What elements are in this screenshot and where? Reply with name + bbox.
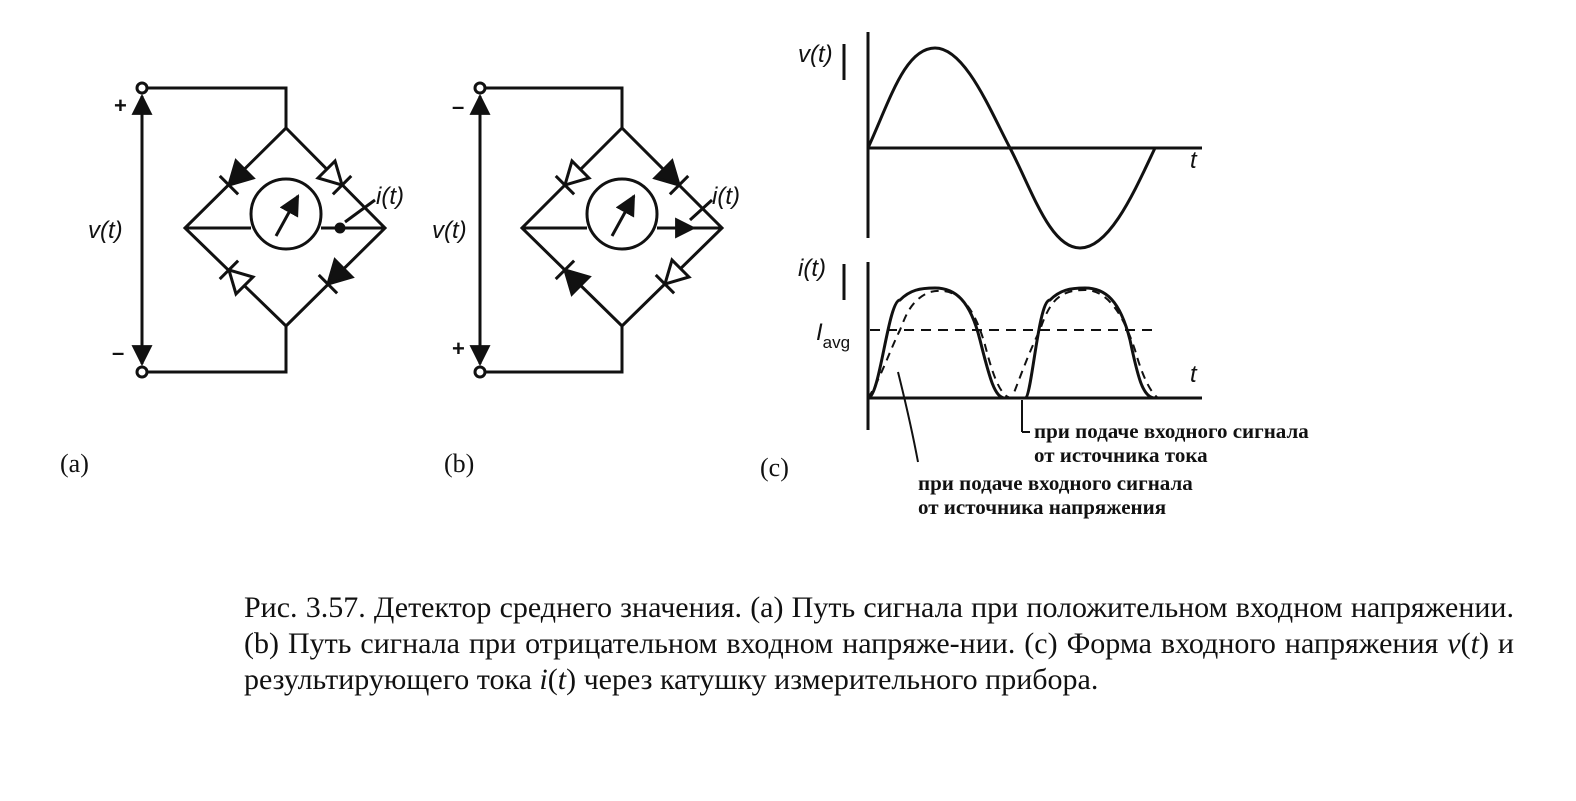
note-current-source-line1: при подаче входного сигнала bbox=[1034, 419, 1309, 443]
caption-open2: ( bbox=[547, 663, 558, 696]
voltage-graph bbox=[844, 32, 1202, 248]
wire-top-b bbox=[485, 88, 622, 128]
meter-a bbox=[251, 179, 321, 249]
circuit-b bbox=[475, 83, 722, 377]
caption-part3: через катушку измерительного прибора. bbox=[576, 663, 1099, 696]
note-current-source-line2: от источника тока bbox=[1034, 443, 1208, 467]
caption-close2: ) bbox=[566, 663, 577, 696]
i-pointer-b bbox=[690, 200, 712, 220]
terminal-bottom-a bbox=[137, 367, 147, 377]
terminal-top-a bbox=[137, 83, 147, 93]
iavg-main: I bbox=[816, 319, 823, 346]
wire-bottom-b bbox=[485, 326, 622, 372]
note-voltage-source-line1: при подаче входного сигнала bbox=[918, 471, 1193, 495]
terminal-bottom-b bbox=[475, 367, 485, 377]
plus-sign-b: + bbox=[452, 336, 465, 361]
i-label-b: i(t) bbox=[712, 183, 740, 210]
t-label-current: t bbox=[1190, 361, 1197, 388]
iavg-sub: avg bbox=[822, 333, 851, 352]
note-voltage-source-line2: от источника напряжения bbox=[918, 495, 1167, 519]
caption-part2: и результирующего тока bbox=[244, 627, 1514, 696]
t-label-voltage: t bbox=[1190, 147, 1197, 174]
caption-close1: ) bbox=[1478, 627, 1489, 660]
current-current-source-curve bbox=[868, 290, 1158, 398]
panel-label-c: (c) bbox=[760, 453, 789, 482]
plus-sign-a: + bbox=[114, 93, 127, 118]
figure-caption bbox=[244, 590, 1514, 698]
panel-label-a: (a) bbox=[60, 449, 89, 478]
pointer-voltage-note bbox=[898, 372, 918, 462]
current-voltage-source-curve bbox=[868, 288, 1155, 398]
caption-part1: Рис. 3.57. Детектор среднего значения. (a) Путь сигнала при положительном входном напряжении. (b) Путь сигнала при отрицательном входном напряже-нии. (c) Форма входного напряжения bbox=[244, 591, 1514, 660]
terminal-top-b bbox=[475, 83, 485, 93]
caption-v: v bbox=[1447, 627, 1461, 660]
v-label-b: v(t) bbox=[432, 217, 467, 244]
i-axis-label: i(t) bbox=[798, 255, 826, 282]
caption-i: i bbox=[539, 663, 548, 696]
caption-open1: ( bbox=[1460, 627, 1471, 660]
caption-t2: t bbox=[557, 663, 567, 696]
panel-label-b: (b) bbox=[444, 449, 475, 478]
meter-b bbox=[587, 179, 657, 249]
caption-t1: t bbox=[1470, 627, 1479, 660]
wire-top-a bbox=[147, 88, 286, 128]
circuit-a bbox=[137, 83, 385, 377]
wire-bottom-a bbox=[147, 326, 286, 372]
i-label-a: i(t) bbox=[376, 183, 404, 210]
current-dot-a bbox=[336, 224, 344, 232]
minus-sign-b: – bbox=[452, 94, 465, 119]
minus-sign-a: – bbox=[112, 340, 125, 365]
v-axis-label: v(t) bbox=[798, 41, 833, 68]
iavg-label bbox=[816, 319, 850, 352]
v-label-a: v(t) bbox=[88, 217, 123, 244]
